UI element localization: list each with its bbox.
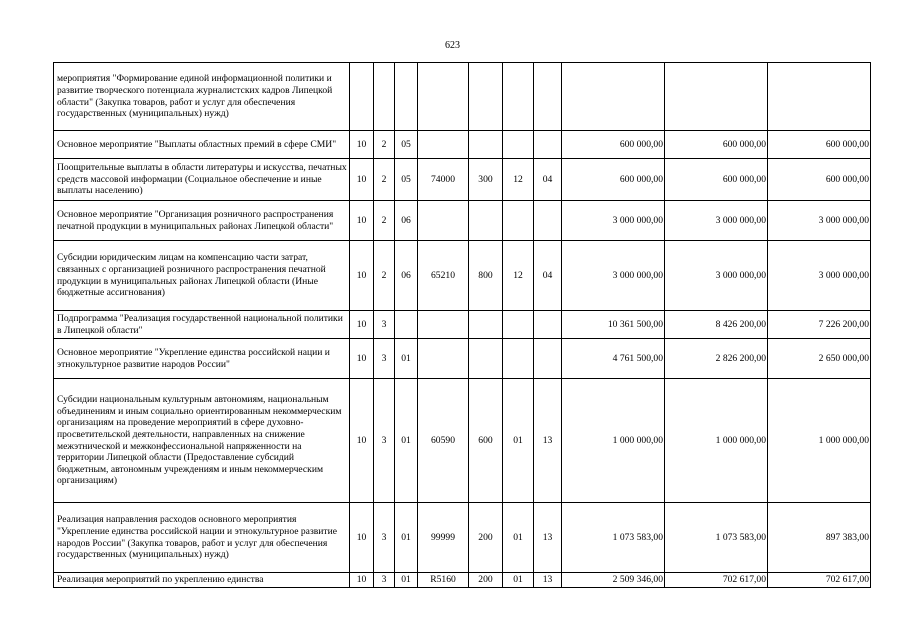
row-description: Субсидии юридическим лицам на компенсацию части затрат, связанных с организацией розничного распространения печатной продукции в муниципальных районах Липецкой области (Иные бюджетные ассигнования) (54, 241, 350, 311)
amount-year-3: 7 226 200,00 (768, 311, 871, 339)
code-ministry: 10 (350, 311, 374, 339)
row-description: Основное мероприятие "Выплаты областных премий в сфере СМИ" (54, 131, 350, 159)
amount-year-2: 600 000,00 (665, 159, 768, 201)
amount-year-3: 1 000 000,00 (768, 379, 871, 503)
code-expense-type: 200 (469, 573, 503, 588)
code-subprogram: 3 (374, 573, 395, 588)
code-expense-direction: 60590 (418, 379, 469, 503)
code-expense-type (469, 339, 503, 379)
code-ministry: 10 (350, 503, 374, 573)
code-subsection: 13 (534, 573, 562, 588)
table-row (54, 311, 871, 339)
code-expense-type (469, 131, 503, 159)
row-description: Поощрительные выплаты в области литературы и искусства, печатных средств массовой информации (Социальное обеспечение и иные выплаты населению) (54, 159, 350, 201)
code-activity: 06 (395, 201, 418, 241)
code-expense-type: 600 (469, 379, 503, 503)
code-ministry: 10 (350, 131, 374, 159)
table-row (54, 131, 871, 159)
amount-year-2: 600 000,00 (665, 131, 768, 159)
row-description: Реализация направления расходов основного мероприятия "Укрепление единства российской нации и этнокультурное развитие народов России" (Закупка товаров, работ и услуг для обеспечения государственных (муниципальных) нужд) (54, 503, 350, 573)
row-description: Основное мероприятие "Укрепление единства российской нации и этнокультурное развитие народов России" (54, 339, 350, 379)
amount-year-3: 600 000,00 (768, 131, 871, 159)
amount-year-1: 3 000 000,00 (562, 241, 665, 311)
code-expense-direction: 65210 (418, 241, 469, 311)
code-section: 01 (503, 573, 534, 588)
amount-year-3: 3 000 000,00 (768, 241, 871, 311)
table-row (54, 503, 871, 573)
amount-year-2: 8 426 200,00 (665, 311, 768, 339)
code-section: 01 (503, 503, 534, 573)
row-description: Реализация мероприятий по укреплению единства (54, 573, 350, 588)
amount-year-2: 702 617,00 (665, 573, 768, 588)
row-description: мероприятия "Формирование единой информационной политики и развитие творческого потенциала журналистских кадров Липецкой области" (Закупка товаров, работ и услуг для обеспечения государственных (муниципальных) нужд) (54, 63, 350, 131)
code-ministry: 10 (350, 573, 374, 588)
code-ministry (350, 63, 374, 131)
code-activity: 01 (395, 379, 418, 503)
code-subprogram: 2 (374, 131, 395, 159)
amount-year-1: 1 000 000,00 (562, 379, 665, 503)
amount-year-3: 3 000 000,00 (768, 201, 871, 241)
code-section: 12 (503, 241, 534, 311)
table-row (54, 379, 871, 503)
code-subsection: 13 (534, 503, 562, 573)
page-number: 623 (445, 40, 460, 51)
code-subprogram: 3 (374, 379, 395, 503)
code-ministry: 10 (350, 201, 374, 241)
amount-year-2: 3 000 000,00 (665, 241, 768, 311)
code-expense-type (469, 311, 503, 339)
code-expense-type: 800 (469, 241, 503, 311)
code-subprogram: 2 (374, 201, 395, 241)
row-description: Субсидии национальным культурным автономиям, национальным объединениям и иным социально ориентированным некоммерческим организациям на проведение мероприятий в сфере духовно-просветительской деятельности, направленных на снижение межэтнической и межконфессиональной напряженности на территории Липецкой области (Предоставление субсидий бюджетным, автономным учреждениям и иным некоммерческим организациям) (54, 379, 350, 503)
code-subsection: 13 (534, 379, 562, 503)
code-section (503, 63, 534, 131)
amount-year-3: 702 617,00 (768, 573, 871, 588)
amount-year-2: 3 000 000,00 (665, 201, 768, 241)
code-expense-direction (418, 339, 469, 379)
table-row (54, 63, 871, 131)
code-subprogram: 2 (374, 241, 395, 311)
code-expense-direction (418, 201, 469, 241)
code-subsection (534, 339, 562, 379)
code-expense-type: 200 (469, 503, 503, 573)
code-ministry: 10 (350, 159, 374, 201)
amount-year-1: 1 073 583,00 (562, 503, 665, 573)
code-subsection: 04 (534, 241, 562, 311)
row-description: Подпрограмма "Реализация государственной национальной политики в Липецкой области" (54, 311, 350, 339)
table-row (54, 201, 871, 241)
code-subsection (534, 311, 562, 339)
code-activity (395, 311, 418, 339)
code-expense-type (469, 201, 503, 241)
amount-year-3: 2 650 000,00 (768, 339, 871, 379)
code-activity: 06 (395, 241, 418, 311)
code-section: 01 (503, 379, 534, 503)
amount-year-3 (768, 63, 871, 131)
budget-table (53, 62, 871, 588)
amount-year-2: 2 826 200,00 (665, 339, 768, 379)
code-section (503, 201, 534, 241)
code-activity (395, 63, 418, 131)
code-subprogram: 3 (374, 503, 395, 573)
code-ministry: 10 (350, 379, 374, 503)
row-description: Основное мероприятие "Организация розничного распространения печатной продукции в муниципальных районах Липецкой области" (54, 201, 350, 241)
amount-year-2 (665, 63, 768, 131)
amount-year-3: 897 383,00 (768, 503, 871, 573)
code-expense-direction (418, 311, 469, 339)
table-row (54, 241, 871, 311)
code-ministry: 10 (350, 339, 374, 379)
code-subprogram: 3 (374, 339, 395, 379)
amount-year-1: 600 000,00 (562, 131, 665, 159)
code-expense-direction: 99999 (418, 503, 469, 573)
amount-year-3: 600 000,00 (768, 159, 871, 201)
table-row (54, 573, 871, 588)
code-expense-direction (418, 63, 469, 131)
amount-year-2: 1 000 000,00 (665, 379, 768, 503)
amount-year-1: 10 361 500,00 (562, 311, 665, 339)
code-activity: 01 (395, 503, 418, 573)
code-subsection (534, 201, 562, 241)
code-activity: 05 (395, 159, 418, 201)
code-subsection (534, 63, 562, 131)
code-subprogram: 3 (374, 311, 395, 339)
code-expense-direction (418, 131, 469, 159)
code-section (503, 311, 534, 339)
code-section: 12 (503, 159, 534, 201)
code-section (503, 339, 534, 379)
amount-year-1 (562, 63, 665, 131)
code-expense-type: 300 (469, 159, 503, 201)
code-activity: 01 (395, 573, 418, 588)
code-subprogram (374, 63, 395, 131)
amount-year-1: 600 000,00 (562, 159, 665, 201)
code-section (503, 131, 534, 159)
table-row (54, 159, 871, 201)
amount-year-2: 1 073 583,00 (665, 503, 768, 573)
code-activity: 01 (395, 339, 418, 379)
amount-year-1: 4 761 500,00 (562, 339, 665, 379)
code-ministry: 10 (350, 241, 374, 311)
code-expense-direction: R5160 (418, 573, 469, 588)
amount-year-1: 2 509 346,00 (562, 573, 665, 588)
amount-year-1: 3 000 000,00 (562, 201, 665, 241)
table-row (54, 339, 871, 379)
code-subprogram: 2 (374, 159, 395, 201)
code-expense-direction: 74000 (418, 159, 469, 201)
code-subsection: 04 (534, 159, 562, 201)
code-expense-type (469, 63, 503, 131)
code-activity: 05 (395, 131, 418, 159)
code-subsection (534, 131, 562, 159)
